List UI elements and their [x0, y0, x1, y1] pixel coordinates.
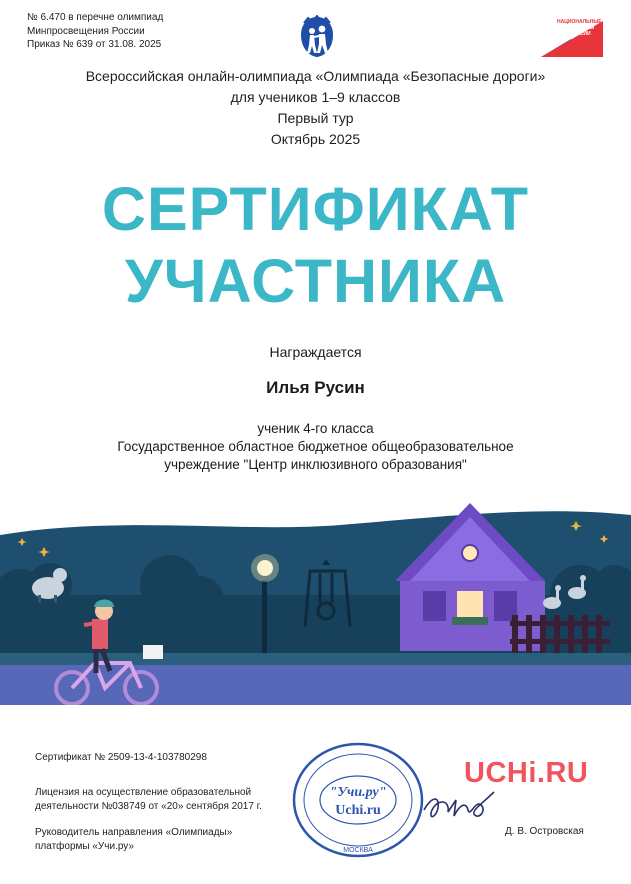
recipient-grade: ученик 4-го класса: [257, 421, 374, 436]
registry-info: [27, 11, 163, 52]
license-info: [35, 786, 262, 813]
national-projects-logo-icon: [541, 13, 603, 57]
registry-line-1: № 6.470 в перечне олимпиад: [27, 12, 164, 23]
license-line-2: деятельности №038749 от «20» сентября 2017 г.: [35, 800, 262, 812]
recipient-details: [0, 420, 631, 474]
certificate-title-line-1: СЕРТИФИКАТ: [101, 175, 530, 243]
olympiad-grades: для учеников 1–9 классов: [230, 89, 401, 105]
license-line-1: Лицензия на осуществление образовательной: [35, 787, 252, 798]
natl-line-1: НАЦИОНАЛЬНЫЕ: [557, 19, 602, 25]
road-scene-illustration: [0, 495, 631, 705]
stamp-city: МОСКВА: [343, 847, 373, 854]
official-stamp: [290, 740, 426, 860]
recipient-school-line-1: Государственное областное бюджетное общеобразовательное: [117, 439, 514, 454]
certificate-number: Сертификат № 2509-13-4-103780298: [35, 752, 207, 763]
stamp-center-bottom: Uchi.ru: [335, 803, 381, 818]
natl-line-3: РОССИИ: [569, 31, 591, 37]
olympiad-header: [0, 66, 631, 150]
head-title: [35, 826, 232, 853]
recipient-name: Илья Русин: [266, 378, 365, 397]
head-line-1: Руководитель направления «Олимпиады»: [35, 827, 233, 838]
olympiad-name: Всероссийская онлайн-олимпиада «Олимпиада «Безопасные дороги»: [85, 68, 546, 84]
recipient-school-line-2: учреждение "Центр инклюзивного образования": [164, 457, 467, 472]
olympiad-round: Первый тур: [277, 110, 354, 126]
awarded-label: Награждается: [269, 344, 362, 360]
olympiad-date: Октябрь 2025: [270, 131, 361, 147]
registry-line-2: Минпросвещения России: [27, 25, 145, 37]
natl-line-2: ПРОЕКТЫ: [569, 25, 595, 31]
registry-line-3: Приказ № 639 от 31.08. 2025: [27, 39, 162, 50]
certificate-title-line-2: УЧАСТНИКА: [124, 247, 507, 315]
uchi-ru-logo: UCHi.RU: [464, 757, 589, 789]
signer-name: Д. В. Островская: [505, 826, 584, 837]
stamp-center-top: "Учи.ру": [329, 785, 387, 800]
head-line-2: платформы «Учи.ру»: [35, 840, 134, 852]
road-safety-emblem-icon: [298, 15, 336, 59]
